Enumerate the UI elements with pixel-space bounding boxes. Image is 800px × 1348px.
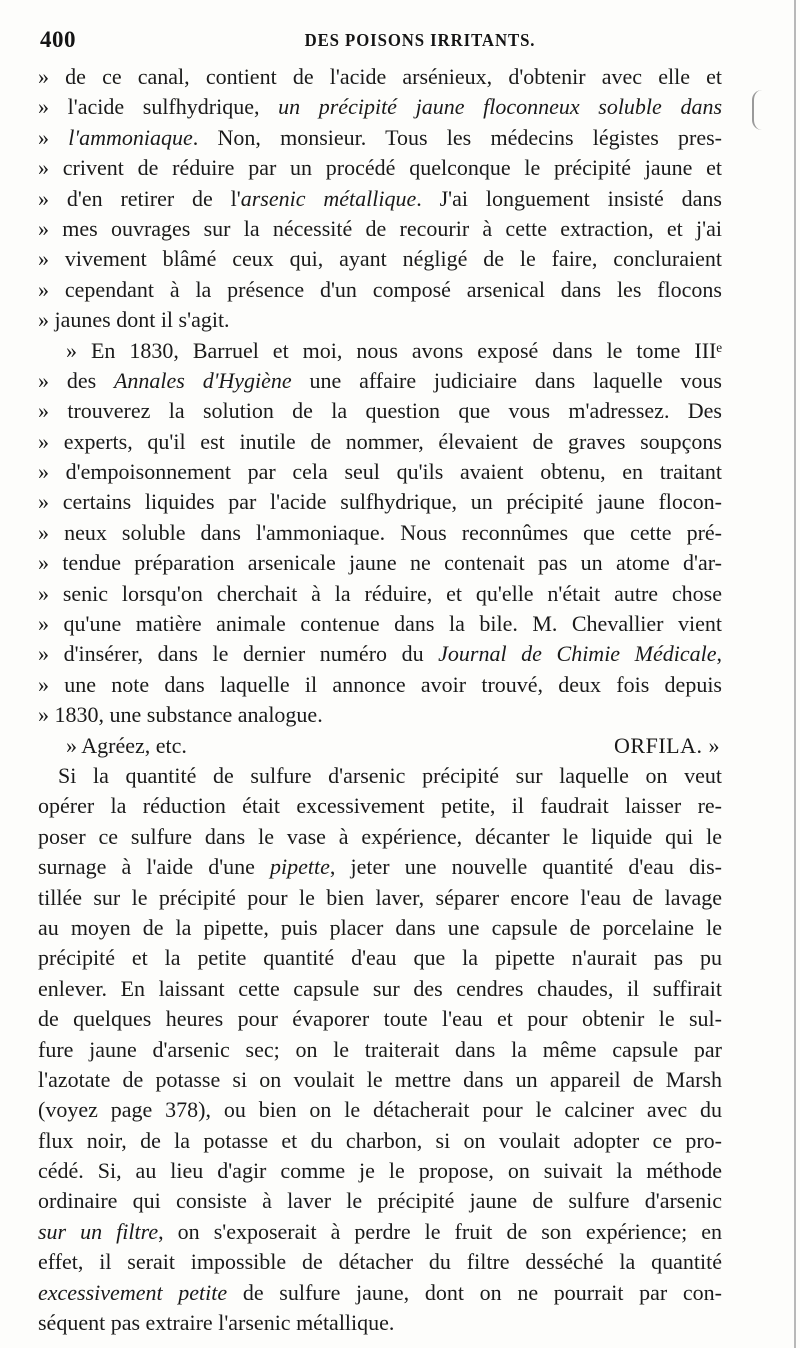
paragraph-text-line: tillée sur le précipité pour le bien laver, séparer encore l'eau de lavage <box>38 884 722 910</box>
quote-text-line: » une note dans laquelle il annonce avoir trouvé, deux fois depuis <box>38 671 722 697</box>
quote-text-line: » vivement blâmé ceux qui, ayant négligé de le faire, concluraient <box>38 246 722 272</box>
paragraph-text-line: (voyez page 378), ou bien on le détacherait pour le calciner avec du <box>38 1097 722 1123</box>
paragraph-text-line: flux noir, de la potasse et du charbon, si on voulait adopter ce pro- <box>38 1127 722 1153</box>
quote-text-line: » l'ammoniaque. Non, monsieur. Tous les médecins légistes pres- <box>38 124 723 150</box>
signature-name: ORFILA. » <box>614 732 720 758</box>
paragraph-text-line: séquent pas extraire l'arsenic métallique. <box>38 1310 395 1336</box>
paragraph-text-line: enlever. En laissant cette capsule sur des cendres chaudes, il suffirait <box>38 975 722 1001</box>
quote-text-line: » jaunes dont il s'agit. <box>38 307 230 333</box>
running-title: DES POISONS IRRITANTS. <box>304 30 536 50</box>
paragraph-text-line: cédé. Si, au lieu d'agir comme je le propose, on suivait la méthode <box>38 1158 722 1184</box>
quote-text-line: » des Annales d'Hygiène une affaire judiciaire dans laquelle vous <box>38 367 722 393</box>
quote-text-line: » de ce canal, contient de l'acide arsénieux, d'obtenir avec elle et <box>38 64 722 89</box>
quote-text-line: » 1830, une substance analogue. <box>38 702 323 728</box>
paragraph-text-line: opérer la réduction était excessivement petite, il faudrait laisser re- <box>38 793 722 819</box>
quote-text-line: » trouverez la solution de la question que vous m'adressez. Des <box>38 398 722 424</box>
letter-signature-line <box>38 731 722 761</box>
quote-text-line: » neux soluble dans l'ammoniaque. Nous reconnûmes que cette pré- <box>38 519 722 545</box>
quote-text-line: » senic lorsqu'on cherchait à la réduire, et qu'elle n'était autre chose <box>38 580 722 606</box>
quote-text-line: » qu'une matière animale contenue dans la bile. M. Chevallier vient <box>38 611 722 637</box>
paragraph-text-line: poser ce sulfure dans le vase à expérience, décanter le liquide qui le <box>38 823 722 849</box>
quote-text-line: » cependant à la présence d'un composé arsenical dans les flocons <box>38 276 722 302</box>
closing-formula: » Agréez, etc. <box>66 732 187 758</box>
running-head <box>40 27 722 57</box>
quote-text-line: » d'empoisonnement par cela seul qu'ils avaient obtenu, en traitant <box>38 459 722 485</box>
quote-text-line: » En 1830, Barruel et moi, nous avons exposé dans le tome IIIᵉ <box>66 337 722 363</box>
quote-text-line: » experts, qu'il est inutile de nommer, élevaient de graves soupçons <box>38 428 722 454</box>
quote-text-line: » crivent de réduire par un procédé quelconque le précipité jaune et <box>38 155 722 181</box>
paragraph-text-line: précipité et la petite quantité d'eau que la pipette n'aurait pas pu <box>38 945 722 971</box>
paragraph-text-line: excessivement petite de sulfure jaune, dont on ne pourrait par con- <box>38 1279 722 1305</box>
page-edge <box>794 0 796 1348</box>
paragraph-text-line: de quelques heures pour évaporer toute l'eau et pour obtenir le sul- <box>38 1006 722 1032</box>
quote-text-line: » tendue préparation arsenicale jaune ne contenait pas un atome d'ar- <box>38 550 722 576</box>
paragraph-text-line: sur un filtre, on s'exposerait à perdre le fruit de son expérience; en <box>38 1218 722 1244</box>
quoted-letter <box>38 62 722 731</box>
paragraph-text-line: Si la quantité de sulfure d'arsenic précipité sur laquelle on veut <box>58 762 722 788</box>
quote-text-line: » certains liquides par l'acide sulfhydrique, un précipité jaune flocon- <box>38 489 722 515</box>
quote-text-line: » l'acide sulfhydrique, un précipité jaune floconneux soluble dans <box>38 94 723 120</box>
quote-text-line: » d'insérer, dans le dernier numéro du Journal de Chimie Médicale, <box>38 641 722 667</box>
body-text <box>38 62 722 1338</box>
paragraph-text-line: effet, il serait impossible de détacher du filtre desséché la quantité <box>38 1249 722 1275</box>
paragraph-text-line: au moyen de la pipette, puis placer dans une capsule de porcelaine le <box>38 914 722 940</box>
paragraph-text-line: surnage à l'aide d'une pipette, jeter une nouvelle quantité d'eau dis- <box>38 854 722 880</box>
paragraph-text-line: ordinaire qui consiste à laver le précipité jaune de sulfure d'arsenic <box>38 1188 722 1214</box>
page-number: 400 <box>40 27 76 52</box>
quote-text-line: » d'en retirer de l'arsenic métallique. J'ai longuement insisté dans <box>38 185 722 211</box>
paragraph-text-line: l'azotate de potasse si on voulait le mettre dans un appareil de Marsh <box>38 1066 722 1092</box>
main-paragraph <box>38 761 722 1338</box>
margin-mark <box>752 90 764 130</box>
quote-text-line: » mes ouvrages sur la nécessité de recourir à cette extraction, et j'ai <box>38 215 722 241</box>
paragraph-text-line: fure jaune d'arsenic sec; on le traiterait dans la même capsule par <box>38 1036 722 1062</box>
